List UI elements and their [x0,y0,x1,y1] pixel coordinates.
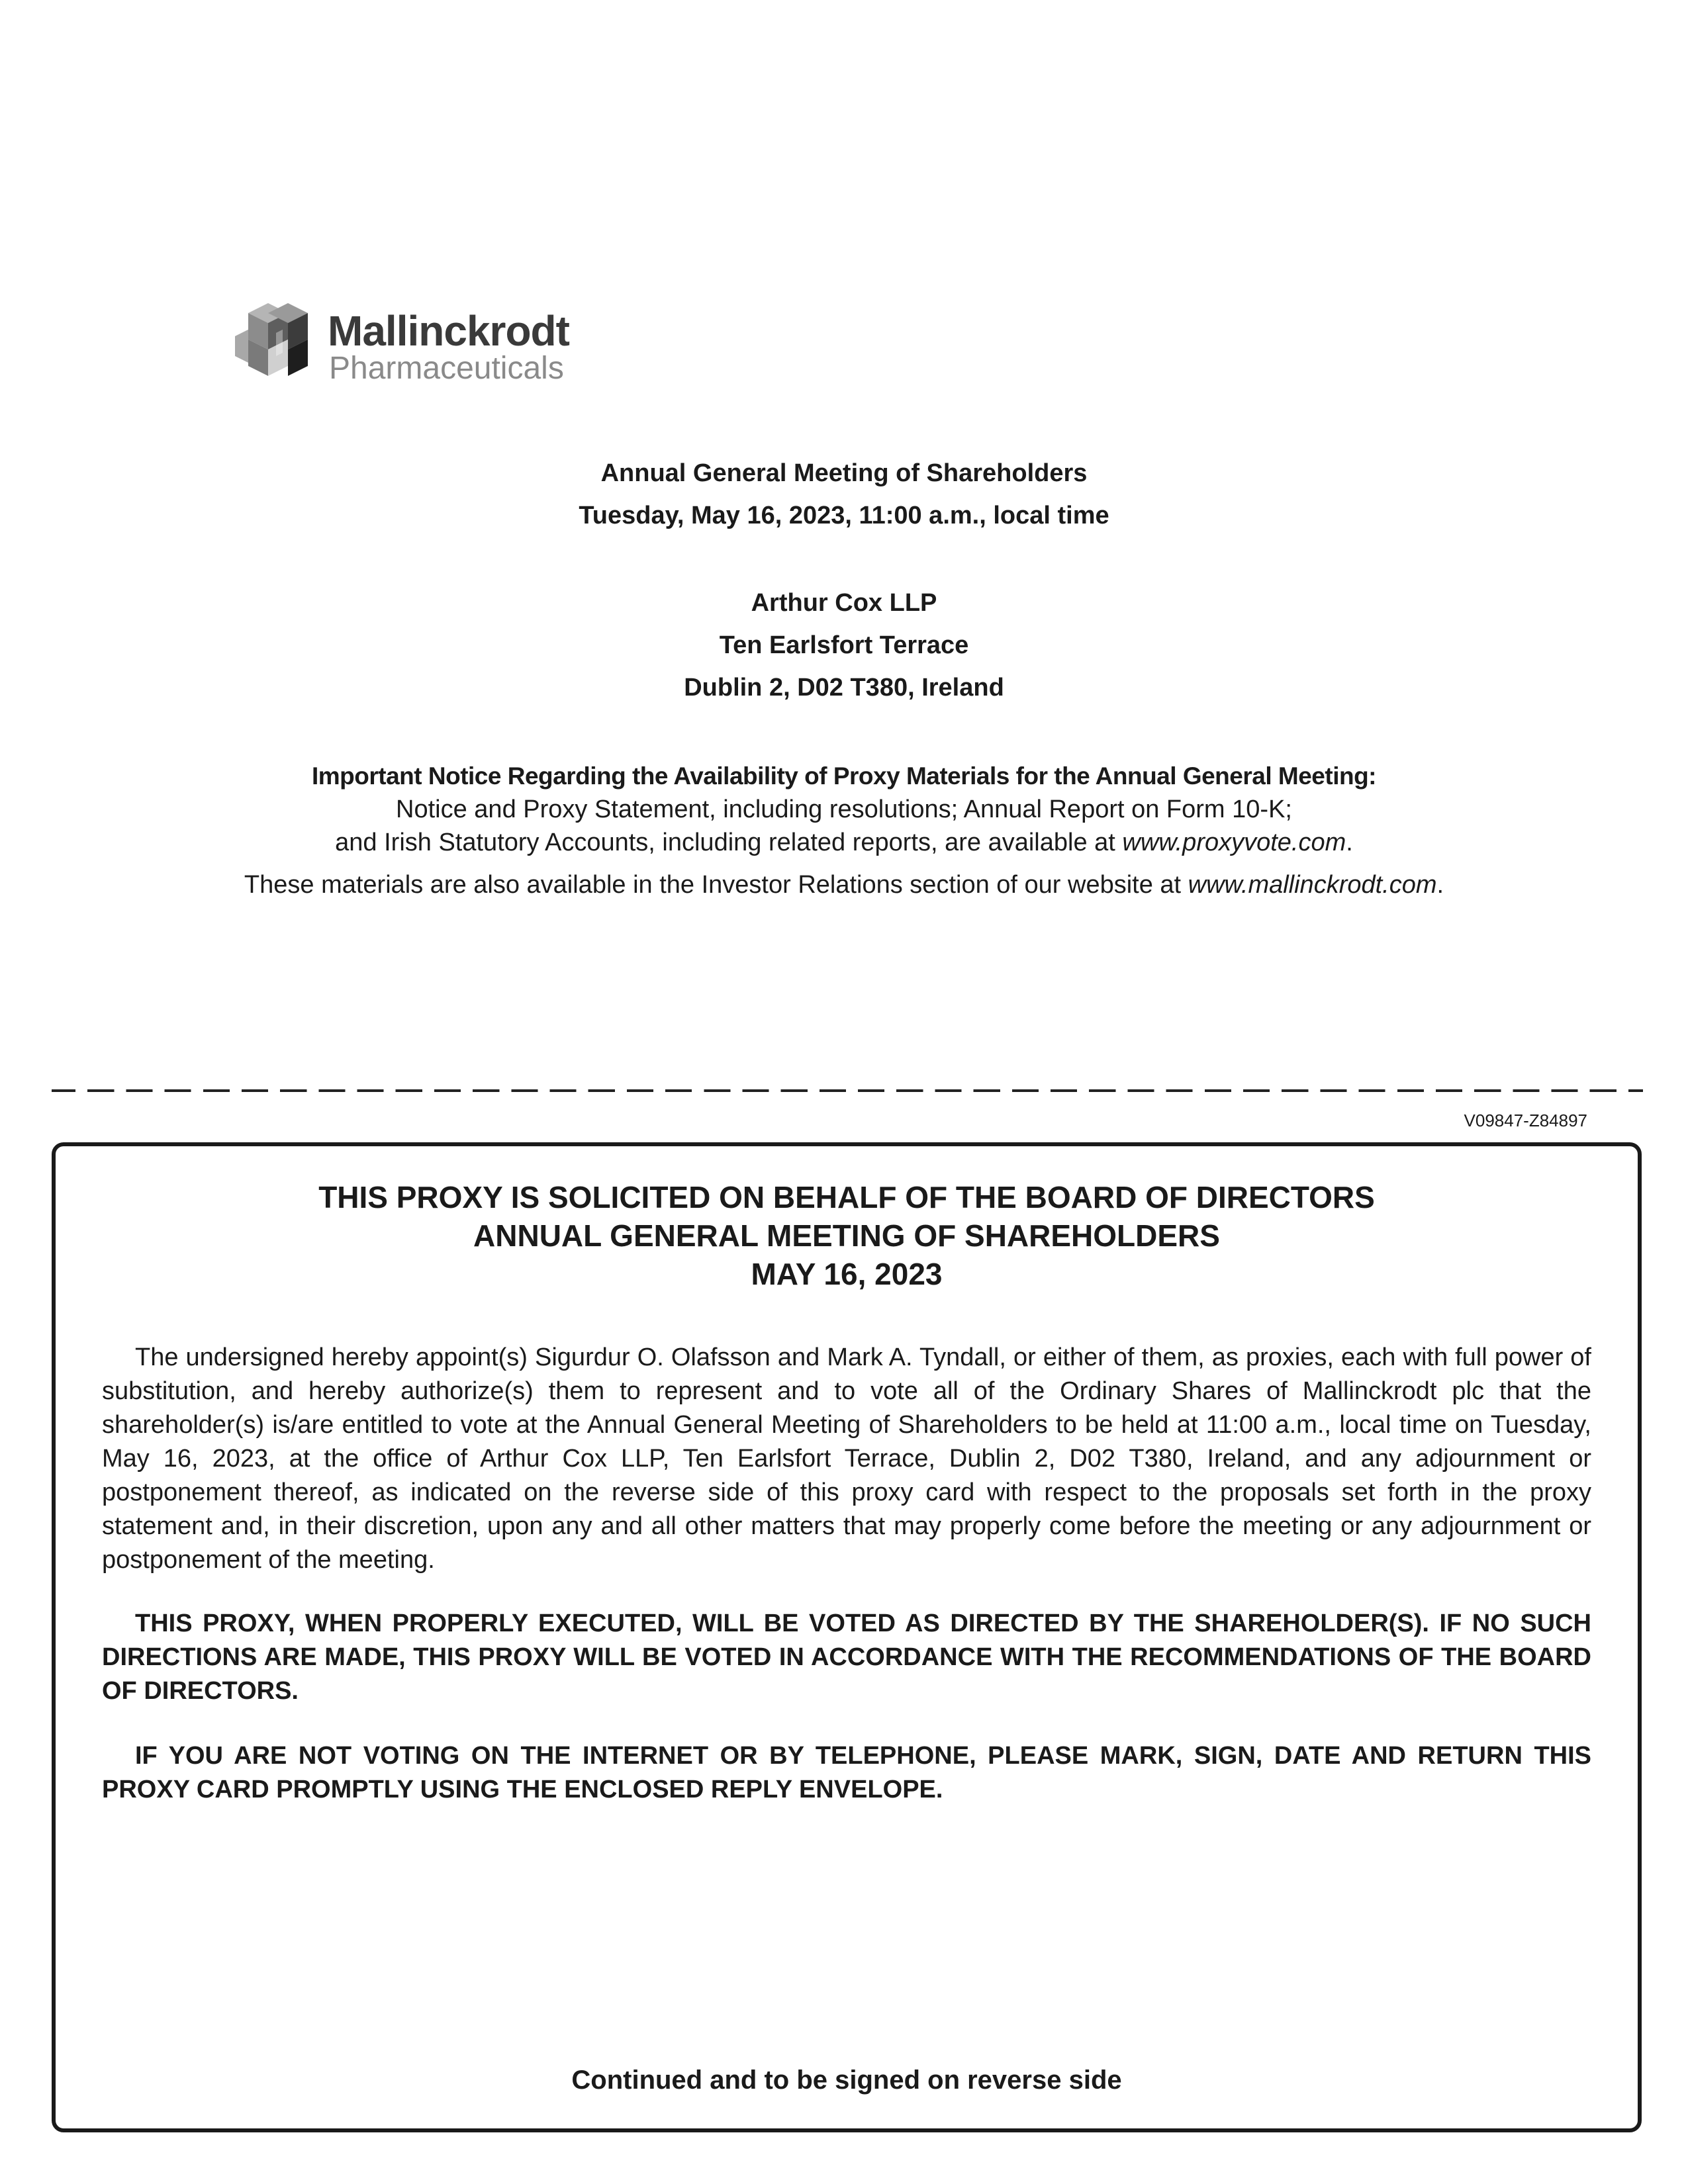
notice-line-3: These materials are also available in the Investor Relations section of our website at www.mallinckrodt.com. [244,871,1444,899]
proxy-return-instruction-paragraph: IF YOU ARE NOT VOTING ON THE INTERNET OR BY TELEPHONE, PLEASE MARK, SIGN, DATE AND RETURN THIS PROXY CARD PROMPTLY USING THE ENCLOSED REPLY ENVELOPE. [102,1742,1591,1803]
detach-cut-line [52,1089,1643,1092]
logo-subtitle: Pharmaceuticals [329,351,564,386]
meeting-title: Annual General Meeting of Shareholders [600,459,1088,487]
proxy-title-line-2: ANNUAL GENERAL MEETING OF SHAREHOLDERS [473,1218,1220,1253]
logo-name: Mallinckrodt [328,307,569,355]
proxy-appointment-paragraph: The undersigned hereby appoint(s) Sigurdur O. Olafsson and Mark A. Tyndall, or either of them, as proxies, each with full power of substitution, and hereby authorize(s) them to represent and to vote all of the Ordinary Shares of Mallinckrodt plc that the shareholder(s) is/are entitled to vote at the Annual General Meeting of Shareholders to be held at 11:00 a.m., local time on Tuesday, May 16, 2023, at the office of Arthur Cox LLP, Ten Earlsfort Terrace, Dublin 2, D02 T380, Ireland, and any adjournment or postponement thereof, as indicated on the reverse side of this proxy card with respect to the proposals set forth in the proxy statement and, in their discretion, upon any and all other matters that may properly come before the meeting or any adjournment or postponement of the meeting. [102,1343,1591,1574]
meeting-datetime: Tuesday, May 16, 2023, 11:00 a.m., local time [579,502,1109,529]
venue-street: Ten Earlsfort Terrace [719,631,969,659]
notice-heading: Important Notice Regarding the Availability of Proxy Materials for the Annual General Meeting: [312,762,1376,790]
venue-city: Dublin 2, D02 T380, Ireland [684,674,1004,702]
proxy-title-line-3: MAY 16, 2023 [751,1257,943,1291]
company-logo [235,295,579,394]
proxy-title-line-1: THIS PROXY IS SOLICITED ON BEHALF OF THE BOARD OF DIRECTORS [318,1180,1375,1214]
proxy-card [52,1142,1642,2132]
notice-line-1: Notice and Proxy Statement, including resolutions; Annual Report on Form 10-K; [396,796,1292,823]
proxy-card-title [56,1178,1638,1293]
proxy-card-footer: Continued and to be signed on reverse side [571,2066,1122,2095]
proxy-voting-direction-paragraph: THIS PROXY, WHEN PROPERLY EXECUTED, WILL BE VOTED AS DIRECTED BY THE SHAREHOLDER(S). IF NO SUCH DIRECTIONS ARE MADE, THIS PROXY WILL BE VOTED IN ACCORDANCE WITH THE RECOMMENDATIONS OF THE BOARD OF DIRECTORS. [102,1610,1591,1705]
venue-name: Arthur Cox LLP [751,589,937,617]
notice-line-2: and Irish Statutory Accounts, including related reports, are available at www.proxyvote.com. [335,829,1353,856]
company-website-link[interactable]: www.mallinckrodt.com [1188,871,1437,899]
proxyvote-link[interactable]: www.proxyvote.com [1122,829,1346,856]
stacked-cubes-logo-icon [235,300,321,379]
control-code: V09847-Z84897 [1464,1111,1587,1130]
